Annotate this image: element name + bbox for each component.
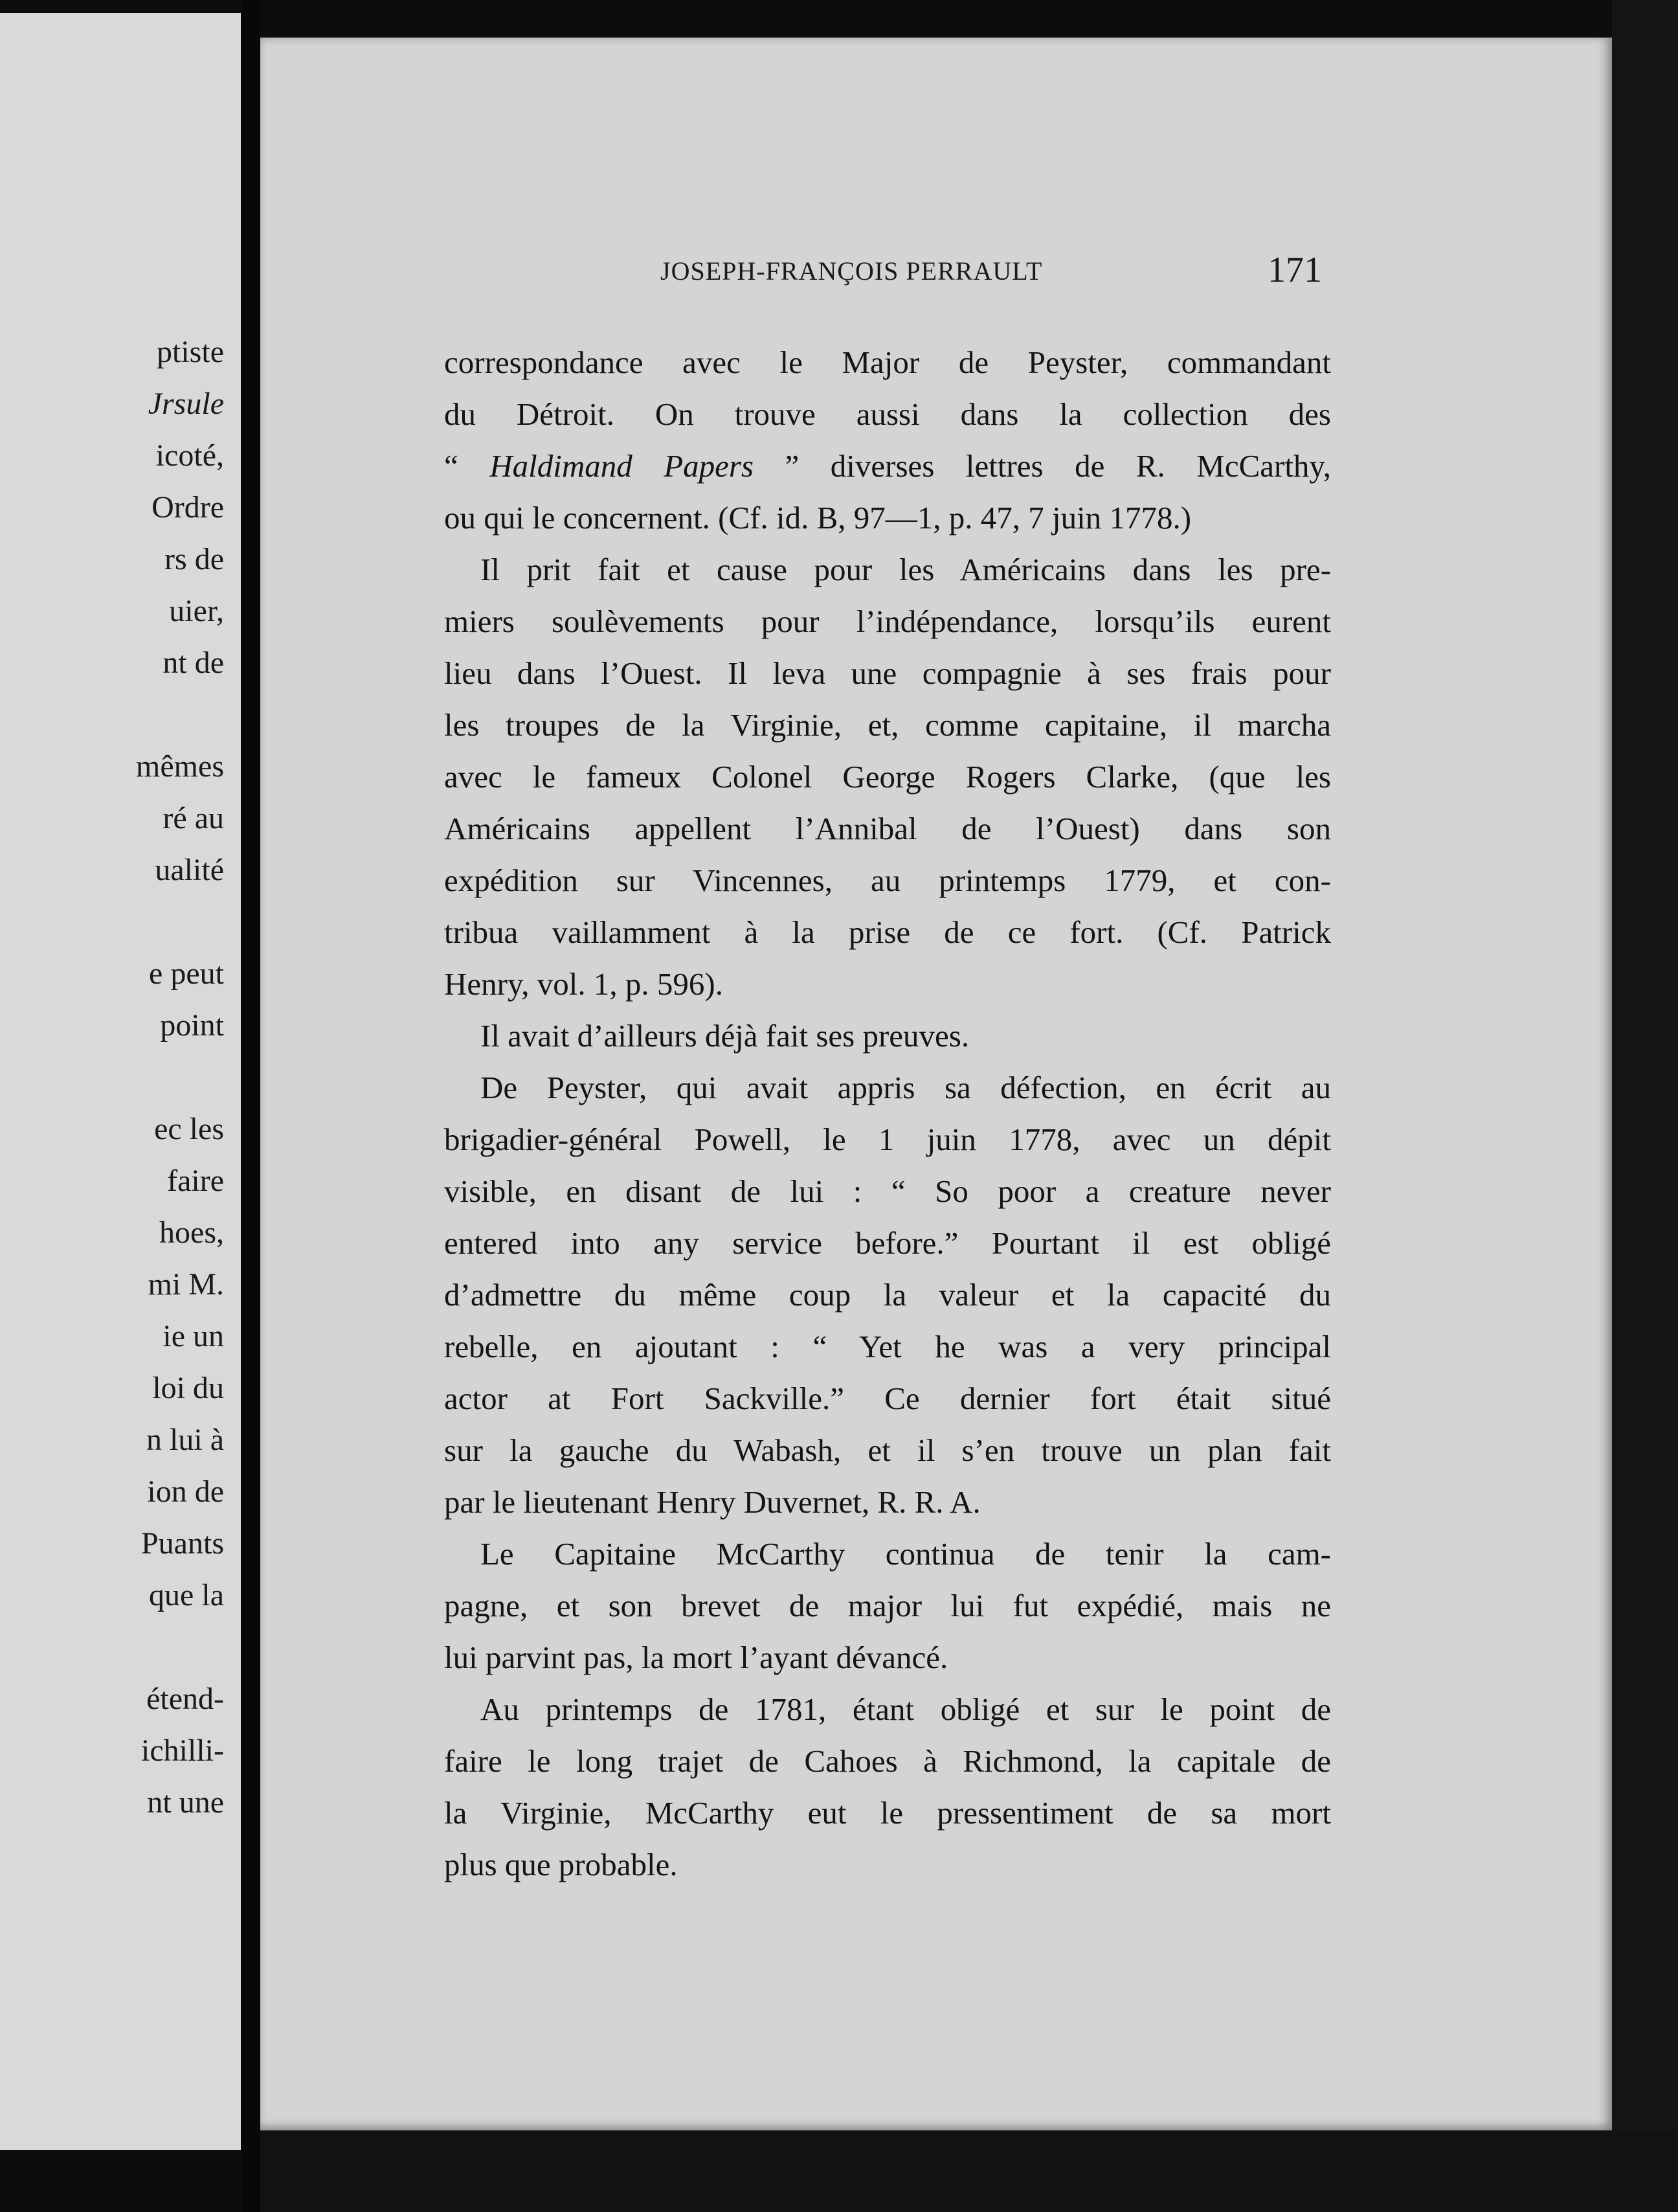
left-page-line: loi du	[152, 1371, 224, 1405]
left-page-line: nt de	[162, 646, 224, 680]
left-page-line: n lui à	[146, 1423, 224, 1457]
italic-title: Haldimand Papers	[489, 448, 754, 484]
left-page-line: mêmes	[136, 749, 224, 784]
text-line: lieu dans l’Ouest. Il leva une compagnie à ses frais pour	[444, 655, 1331, 691]
text-line: miers soulèvements pour l’indépendance, lorsqu’ils eurent	[444, 604, 1331, 639]
text-line: entered into any service before.” Pourtant il est obligé	[444, 1225, 1331, 1261]
body-text	[444, 337, 1331, 1891]
text-line: faire le long trajet de Cahoes à Richmond, la capitale de	[444, 1743, 1331, 1779]
text-line: sur la gauche du Wabash, et il s’en trouve un plan fait	[444, 1432, 1331, 1468]
left-page-line: e peut	[149, 956, 224, 991]
left-page-line: ie un	[162, 1319, 224, 1353]
text-line-rest: ” diverses lettres de R. McCarthy,	[754, 448, 1331, 484]
text-line: expédition sur Vincennes, au printemps 1779, et con-	[444, 863, 1331, 898]
text-line: De Peyster, qui avait appris sa défection, en écrit au	[480, 1070, 1331, 1105]
text-line: Il avait d’ailleurs déjà fait ses preuves.	[480, 1018, 970, 1054]
text-line: Henry, vol. 1, p. 596).	[444, 966, 723, 1002]
text-line: d’admettre du même coup la valeur et la capacité du	[444, 1277, 1331, 1313]
text-line: visible, en disant de lui : “ So poor a creature never	[444, 1173, 1331, 1209]
left-page-line: ptiste	[157, 335, 224, 369]
text-line: la Virginie, McCarthy eut le pressentiment de sa mort	[444, 1795, 1331, 1831]
left-page-line: icoté,	[155, 438, 224, 473]
left-page-line: Jrsule	[148, 387, 224, 421]
text-line: rebelle, en ajoutant : “ Yet he was a very principal	[444, 1329, 1331, 1364]
text-line: actor at Fort Sackville.” Ce dernier fort était situé	[444, 1381, 1331, 1416]
left-page-line: uier,	[169, 594, 224, 628]
text-line: lui parvint pas, la mort l’ayant dévancé.	[444, 1640, 948, 1675]
text-line: brigadier-général Powell, le 1 juin 1778, avec un dépit	[444, 1122, 1331, 1157]
left-page-line: ec les	[154, 1112, 224, 1146]
left-page-line: faire	[167, 1164, 224, 1198]
scan-border-right	[1612, 0, 1678, 2212]
text-line: par le lieutenant Henry Duvernet, R. R. A.	[444, 1484, 981, 1520]
left-page-line: que la	[149, 1578, 224, 1612]
text-line: pagne, et son brevet de major lui fut expédié, mais ne	[444, 1588, 1331, 1623]
text-line: du Détroit. On trouve aussi dans la collection des	[444, 396, 1331, 432]
left-page-line: étend-	[146, 1682, 224, 1716]
book-gutter	[241, 0, 260, 2212]
left-page-line: nt une	[147, 1785, 224, 1820]
text-line: Il prit fait et cause pour les Américains dans les pre-	[480, 552, 1331, 587]
text-line: ou qui le concernent. (Cf. id. B, 97—1, p. 47, 7 juin 1778.)	[444, 500, 1192, 536]
text-line: correspondance avec le Major de Peyster, commandant	[444, 344, 1331, 380]
left-page-line: ichilli-	[141, 1733, 224, 1768]
left-page-line: hoes,	[159, 1215, 224, 1250]
left-page-line: ion de	[147, 1474, 224, 1509]
text-line: les troupes de la Virginie, et, comme capitaine, il marcha	[444, 707, 1331, 743]
left-page-line: Ordre	[151, 490, 224, 525]
text-line-prefix: “	[444, 448, 490, 484]
text-line: avec le fameux Colonel George Rogers Clarke, (que les	[444, 759, 1331, 795]
left-page-line: ualité	[155, 853, 224, 887]
left-page-line: point	[160, 1008, 224, 1043]
text-line: Le Capitaine McCarthy continua de tenir la cam-	[480, 1536, 1331, 1572]
text-line: tribua vaillamment à la prise de ce fort. (Cf. Patrick	[444, 914, 1331, 950]
scan-border-bottom	[260, 2130, 1678, 2212]
running-title: JOSEPH-FRANÇOIS PERRAULT	[660, 256, 1043, 286]
text-line: Au printemps de 1781, étant obligé et sur le point de	[480, 1691, 1331, 1727]
left-page-line: mi M.	[148, 1267, 224, 1302]
page-number: 171	[1268, 250, 1322, 290]
left-page-line: rs de	[164, 542, 224, 576]
previous-page-fragment	[0, 13, 241, 2150]
text-line: Américains appellent l’Annibal de l’Ouest) dans son	[444, 811, 1331, 846]
text-line: plus que probable.	[444, 1847, 678, 1882]
left-page-line: Puants	[140, 1526, 224, 1561]
left-page-line: ré au	[162, 801, 224, 835]
text-line	[444, 440, 1331, 492]
